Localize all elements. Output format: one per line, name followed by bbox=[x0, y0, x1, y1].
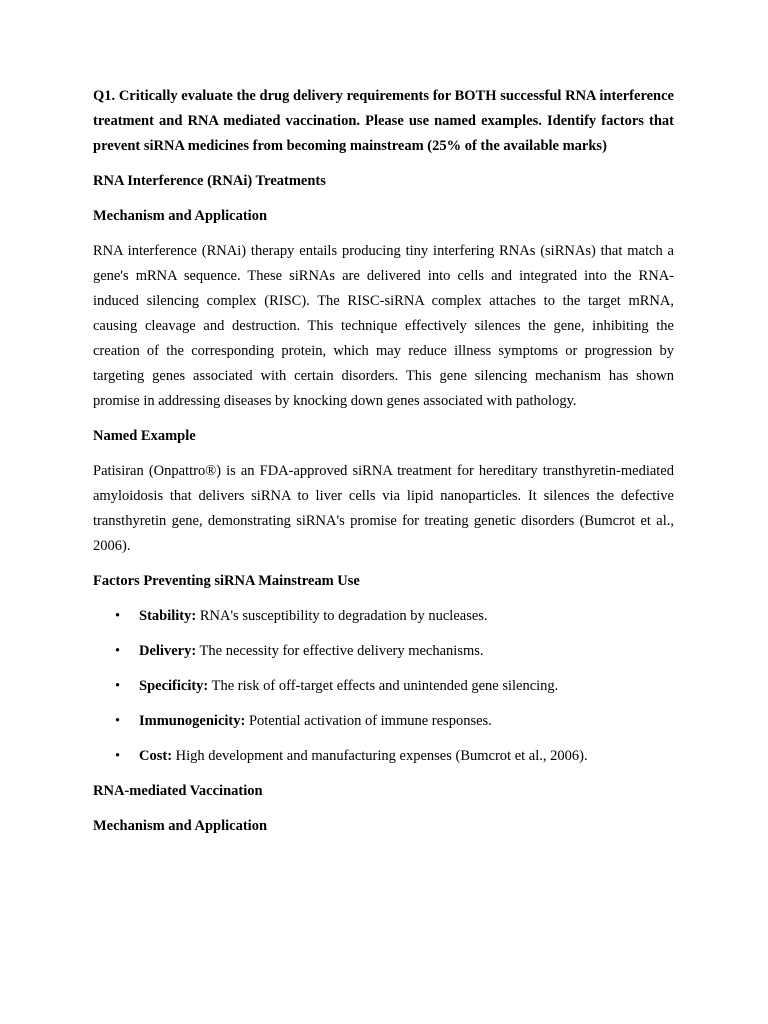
section-title-vaccination: RNA-mediated Vaccination bbox=[93, 783, 263, 799]
list-item bbox=[93, 674, 674, 699]
factor-description: RNA's susceptibility to degradation by nucleases. bbox=[196, 608, 488, 624]
mechanism-heading-rnai: Mechanism and Application bbox=[93, 208, 268, 224]
bullet-icon: • bbox=[115, 748, 121, 764]
factor-term: Specificity: bbox=[139, 678, 209, 694]
named-example-paragraph: Patisiran (Onpattro®) is an FDA-approved siRNA treatment for hereditary transthyretin-mediated amyloidosis that delivers siRNA to liver cells via lipid nanoparticles. It silences the defective transthyretin gene, demonstrating siRNA's promise for treating genetic disorders (Bumcrot et al., 2006). bbox=[93, 463, 674, 554]
factor-description: The necessity for effective delivery mechanisms. bbox=[196, 643, 484, 659]
named-example-heading: Named Example bbox=[93, 428, 196, 444]
mechanism-heading-vaccination: Mechanism and Application bbox=[93, 818, 268, 834]
factors-list bbox=[93, 604, 674, 769]
list-item bbox=[93, 604, 674, 629]
section-title-rnai: RNA Interference (RNAi) Treatments bbox=[93, 173, 326, 189]
bullet-icon: • bbox=[115, 643, 121, 659]
question-text: Q1. Critically evaluate the drug delivery requirements for BOTH successful RNA interference treatment and RNA mediated vaccination. Please use named examples. Identify factors that prevent siRNA medicines from becoming mainstream (25% of the available marks) bbox=[93, 88, 674, 154]
factor-term: Immunogenicity: bbox=[139, 713, 246, 729]
factors-heading: Factors Preventing siRNA Mainstream Use bbox=[93, 573, 360, 589]
bullet-icon: • bbox=[115, 678, 121, 694]
factor-term: Cost: bbox=[139, 748, 173, 764]
factor-description: High development and manufacturing expenses (Bumcrot et al., 2006). bbox=[172, 748, 588, 764]
list-item bbox=[93, 639, 674, 664]
factor-description: The risk of off-target effects and unintended gene silencing. bbox=[208, 678, 559, 694]
factor-description: Potential activation of immune responses. bbox=[245, 713, 492, 729]
list-item bbox=[93, 709, 674, 734]
bullet-icon: • bbox=[115, 713, 121, 729]
document-page bbox=[93, 84, 674, 849]
mechanism-paragraph-rnai: RNA interference (RNAi) therapy entails producing tiny interfering RNAs (siRNAs) that match a gene's mRNA sequence. These siRNAs are delivered into cells and integrated into the RNA-induced silencing complex (RISC). The RISC-siRNA complex attaches to the target mRNA, causing cleavage and destruction. This technique effectively silences the gene, inhibiting the creation of the corresponding protein, which may reduce illness symptoms or progression by targeting genes associated with certain disorders. This gene silencing mechanism has shown promise in addressing diseases by knocking down genes associated with pathology. bbox=[93, 243, 674, 409]
factor-term: Stability: bbox=[139, 608, 197, 624]
list-item bbox=[93, 744, 674, 769]
factor-term: Delivery: bbox=[139, 643, 197, 659]
bullet-icon: • bbox=[115, 608, 121, 624]
